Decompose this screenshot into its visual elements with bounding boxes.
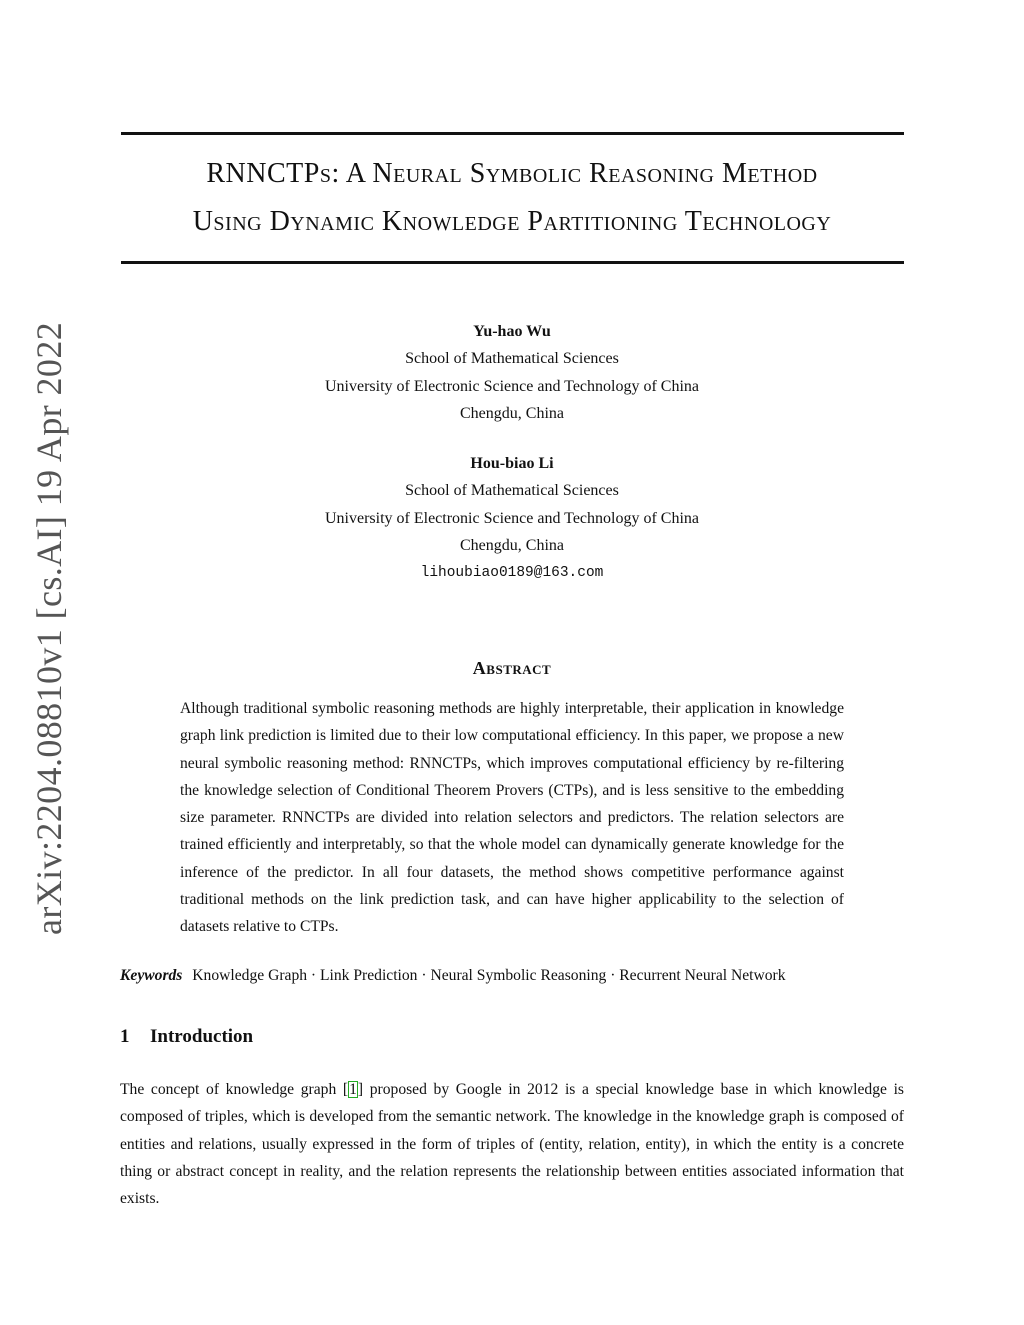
title-bottom-rule xyxy=(121,261,904,264)
arxiv-identifier: arXiv:2204.08810v1 [cs.AI] 19 Apr 2022 xyxy=(29,321,69,935)
keywords-label: Keywords xyxy=(120,967,183,984)
citation-link[interactable]: 1 xyxy=(349,1081,357,1098)
section-heading xyxy=(120,1026,253,1048)
author-block-2 xyxy=(0,450,1024,587)
keywords xyxy=(120,964,904,988)
author-block-1 xyxy=(0,318,1024,428)
author-name: Yu-hao Wu xyxy=(473,323,551,340)
author-university: University of Electronic Science and Technology of China xyxy=(324,377,700,395)
abstract-heading: Abstract xyxy=(472,658,552,678)
paper-title-line-1: RNNCTPs: A Neural Symbolic Reasoning Method xyxy=(206,158,818,189)
author-location: Chengdu, China xyxy=(460,405,564,422)
keywords-text: Knowledge Graph · Link Prediction · Neural Symbolic Reasoning · Recurrent Neural Network xyxy=(192,967,786,984)
author-email[interactable]: lihoubiao0189@163.com xyxy=(420,564,604,581)
author-university: University of Electronic Science and Technology of China xyxy=(324,509,700,527)
title-top-rule xyxy=(121,132,904,135)
author-dept: School of Mathematical Sciences xyxy=(405,482,619,499)
abstract-text: Although traditional symbolic reasoning methods are highly interpretable, their application in knowledge graph link prediction is limited due to their low computational efficiency. In this paper, we propose a new neural symbolic reasoning method: RNNCTPs, which improves computational efficiency by re-filtering the knowledge selection of Conditional Theorem Provers (CTPs), and is less sensitive to the embedding size parameter. RNNCTPs are divided into relation selectors and predictors. The relation selectors are trained efficiently and interpretably, so that the whole model can dynamically generate knowledge for the inference of the predictor. In all four datasets, the method shows competitive performance against traditional methods on the link prediction task, and can have higher applicability to the selection of datasets relative to CTPs. xyxy=(180,700,844,936)
author-location: Chengdu, China xyxy=(460,537,564,554)
author-dept: School of Mathematical Sciences xyxy=(405,350,619,367)
section-number: 1 xyxy=(120,1026,130,1047)
paper-title-line-2: Using Dynamic Knowledge Partitioning Technology xyxy=(192,206,832,237)
author-name: Hou-biao Li xyxy=(470,455,554,472)
section-title: Introduction xyxy=(150,1026,254,1047)
intro-text-start: The concept of knowledge graph [ xyxy=(120,1081,349,1098)
intro-paragraph xyxy=(120,1076,904,1212)
intro-text-rest: ] proposed by Google in 2012 is a special knowledge base in which knowledge is composed of triples, which is developed from the semantic network. The knowledge in the knowledge graph is composed of entities and relations, usually expressed in the form of triples of (entity, relation, entity), in which the entity is a concrete thing or abstract concept in reality, and the relation represents the relationship between entities associated information that exists. xyxy=(120,1081,904,1208)
